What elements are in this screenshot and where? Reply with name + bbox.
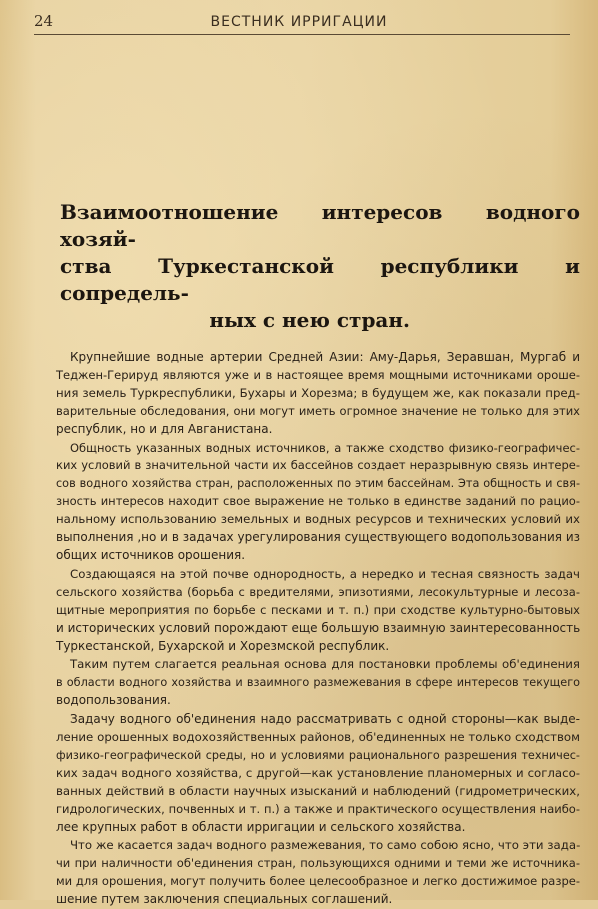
text-line: Таким путем слагается реальная основа для постановки проблемы об'единения <box>70 657 580 672</box>
text-line: ванных действий в области научных изысканий и наблюдений (гидрометрических, <box>56 783 580 798</box>
text-line: сов водного хозяйства стран, расположенных по этим бассейнам. Эта общность и свя- <box>56 477 580 491</box>
text-line: нальному использованию земельных и водных ресурсов и технических условий их <box>56 512 580 527</box>
text-line: Что же касается задач водного размежевания, то само собою ясно, что эти зада- <box>70 838 581 853</box>
paragraph <box>56 566 581 656</box>
header-rule <box>34 34 570 35</box>
text-line: общих источников орошения. <box>56 547 246 562</box>
page-header <box>0 12 598 34</box>
text-line: Задачу водного об'единения надо рассматривать с одной стороны—как выде- <box>70 712 580 727</box>
text-line: и исторических условий порождают еще большую взаимную заинтересованность <box>56 620 581 635</box>
text-line: в области водного хозяйства и взаимного размежевания в сфере интересов текущего <box>56 676 580 690</box>
text-line: Туркестанской, Бухарской и Хорезмской республик. <box>56 638 390 653</box>
text-line: лее крупных работ в области ирригации и сельского хозяйства. <box>56 819 466 834</box>
text-line: ких условий в значительной части их бассейнов создает неразрывную связь интере- <box>56 458 580 473</box>
text-line: Крупнейшие водные артерии Средней Азии: Аму-Дарья, Зеравшан, Мургаб и <box>70 350 580 364</box>
text-line: выполнения ,но и в задачах урегулирования существующего водопользования из <box>56 530 580 545</box>
paragraph <box>56 656 580 710</box>
text-line: гидрологических, почвенных и т. п.) а также и практического осуществления наибо- <box>56 801 580 816</box>
text-line: Общность указанных водных источников, а также сходство физико-географичес- <box>70 440 580 455</box>
title-line: ства Туркестанской республики и сопредель- <box>60 254 580 305</box>
text-line: ление орошенных водохозяйственных районов, об'единенных не только сходством <box>56 730 580 745</box>
text-line: ми для орошения, могут получить более целесообразное и легко достижимое разре- <box>56 874 580 889</box>
text-line: шение путем заключения специальных соглашений. <box>56 892 393 907</box>
article-body <box>56 349 581 909</box>
text-line: ния земель Туркреспублики, Бухары и Хорезма; в будущем же, как показали пред- <box>56 385 580 400</box>
paragraph <box>56 837 581 909</box>
text-line: республик, но и для Авганистана. <box>56 421 273 436</box>
text-line: Создающаяся на этой почве однородность, а нередко и тесная связность задач <box>70 566 580 581</box>
title-line: Взаимоотношение интересов водного хозяй- <box>60 200 580 251</box>
text-line: сельского хозяйства (борьба с вредителями, эпизотиями, лесокультурные и лесоза- <box>56 584 580 599</box>
text-line: чи при наличности об'единения стран, пользующихся одними и теми же источника- <box>56 856 580 871</box>
paragraph <box>56 349 580 439</box>
title-line: ных с нею стран. <box>209 308 410 332</box>
paragraph <box>56 440 580 565</box>
page-number: 24 <box>34 12 54 30</box>
text-line: ких задач водного хозяйства, с другой—как установление планомерных и согласо- <box>56 765 580 780</box>
article-title <box>60 199 580 334</box>
text-line: зность интересов находит свое выражение не только в единстве заданий по рацио- <box>56 494 580 509</box>
text-line: щитные мероприятия по борьбе с песками и т. п.) при сходстве культурно-бытовых <box>56 602 580 617</box>
text-line: Теджен-Герируд являются уже и в настоящее время мощными источниками ороше- <box>56 367 580 382</box>
paragraph <box>56 711 580 836</box>
text-line: варительные обследования, они могут иметь огромное значение не только для этих <box>56 403 580 418</box>
text-line: физико-географической среды, но и условиями рационального разрешения техничес- <box>56 748 580 762</box>
running-head: ВЕСТНИК ИРРИГАЦИИ <box>210 14 388 30</box>
text-line: водопользования. <box>56 693 171 708</box>
